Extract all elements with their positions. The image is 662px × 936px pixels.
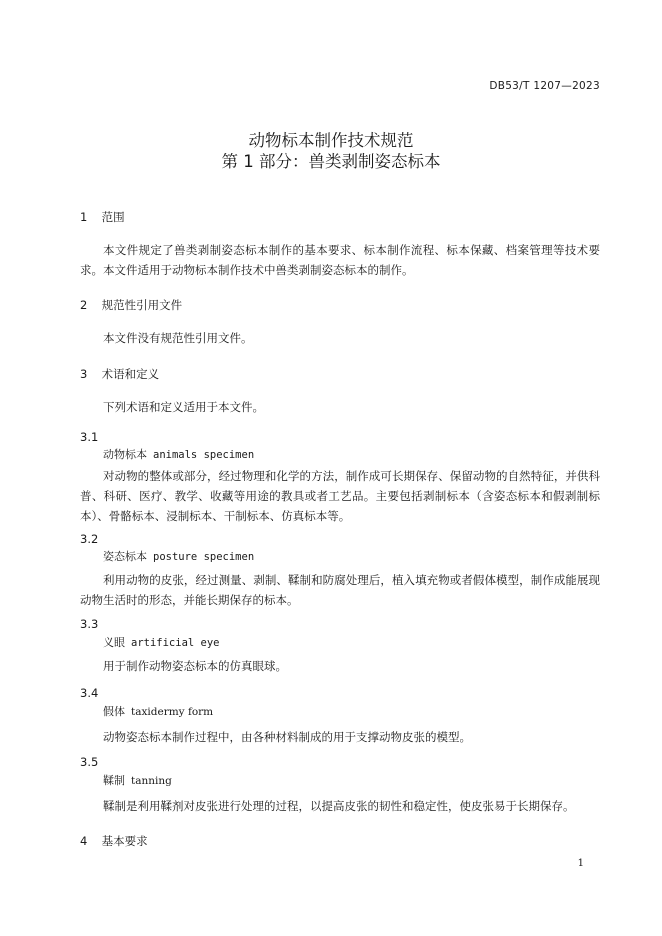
paragraph: 下列术语和定义适用于本文件。 (103, 400, 264, 414)
term-number: 3.1 (80, 430, 99, 444)
term-number: 3.2 (80, 532, 99, 546)
term-en: animals specimen (153, 449, 255, 461)
term-entry (103, 703, 213, 719)
section-number: 1 (80, 210, 88, 224)
section-title: 术语和定义 (101, 367, 160, 381)
term-number: 3.3 (80, 617, 99, 631)
section-heading-basic-requirements (80, 833, 148, 849)
section-heading-scope (80, 209, 125, 225)
term-entry (103, 446, 254, 462)
term-definition: 鞣制是利用鞣剂对皮张进行处理的过程，以提高皮张的韧性和稳定性，使皮张易于长期保存。 (103, 799, 575, 813)
section-number: 2 (80, 298, 88, 312)
term-entry (103, 772, 172, 788)
doc-subtitle: 第 1 部分：兽类剥制姿态标本 (221, 152, 441, 171)
paragraph: 本文件适用于动物标本制作技术中兽类剥制姿态标本的制作。 (103, 263, 414, 277)
term-definition: 对动物的整体或部分，经过物理和化学的方法，制作成可长期保存、保留动物的自然特征，并供科普、科研、医疗、教学、收藏等用途的教具或者工艺品。主要包括剥制标本（含姿态标本和假剥制标本）、骨骼标本、浸制标本、干制标本、仿真标本等。 (80, 469, 600, 523)
section-heading-terms (80, 366, 159, 382)
term-en: tanning (131, 775, 172, 787)
term-number: 3.4 (80, 686, 99, 700)
doc-code: DB53/T 1207—2023 (489, 80, 600, 92)
section-title: 基本要求 (101, 834, 148, 848)
section-number: 3 (80, 367, 88, 381)
term-cn: 姿态标本 (103, 550, 147, 563)
term-en: artificial eye (131, 637, 220, 649)
term-cn: 义眼 (103, 636, 125, 649)
term-number: 3.5 (80, 755, 99, 769)
paragraph: 本文件规定了兽类剥制姿态标本制作的基本要求、标本制作流程、标本保藏、档案管理等技术要求。 (80, 243, 600, 277)
term-entry (103, 634, 220, 650)
section-heading-normative-refs (80, 297, 182, 313)
term-definition: 动物姿态标本制作过程中，由各种材料制成的用于支撑动物皮张的模型。 (103, 730, 471, 744)
term-cn: 鞣制 (103, 774, 125, 787)
term-en: taxidermy form (131, 706, 214, 718)
term-definition: 用于制作动物姿态标本的仿真眼球。 (103, 659, 287, 673)
term-en: posture specimen (153, 551, 255, 563)
section-title: 规范性引用文件 (101, 298, 183, 312)
page-number: 1 (577, 858, 584, 869)
term-cn: 动物标本 (103, 448, 147, 461)
section-number: 4 (80, 834, 88, 848)
paragraph: 本文件没有规范性引用文件。 (103, 331, 253, 345)
term-entry (103, 548, 254, 564)
term-cn: 假体 (103, 705, 125, 718)
term-definition: 利用动物的皮张，经过测量、剥制、鞣制和防腐处理后，植入填充物或者假体模型，制作成能展现动物生活时的形态，并能长期保存的标本。 (80, 573, 600, 607)
doc-title: 动物标本制作技术规范 (248, 131, 414, 150)
section-title: 范围 (101, 210, 125, 224)
